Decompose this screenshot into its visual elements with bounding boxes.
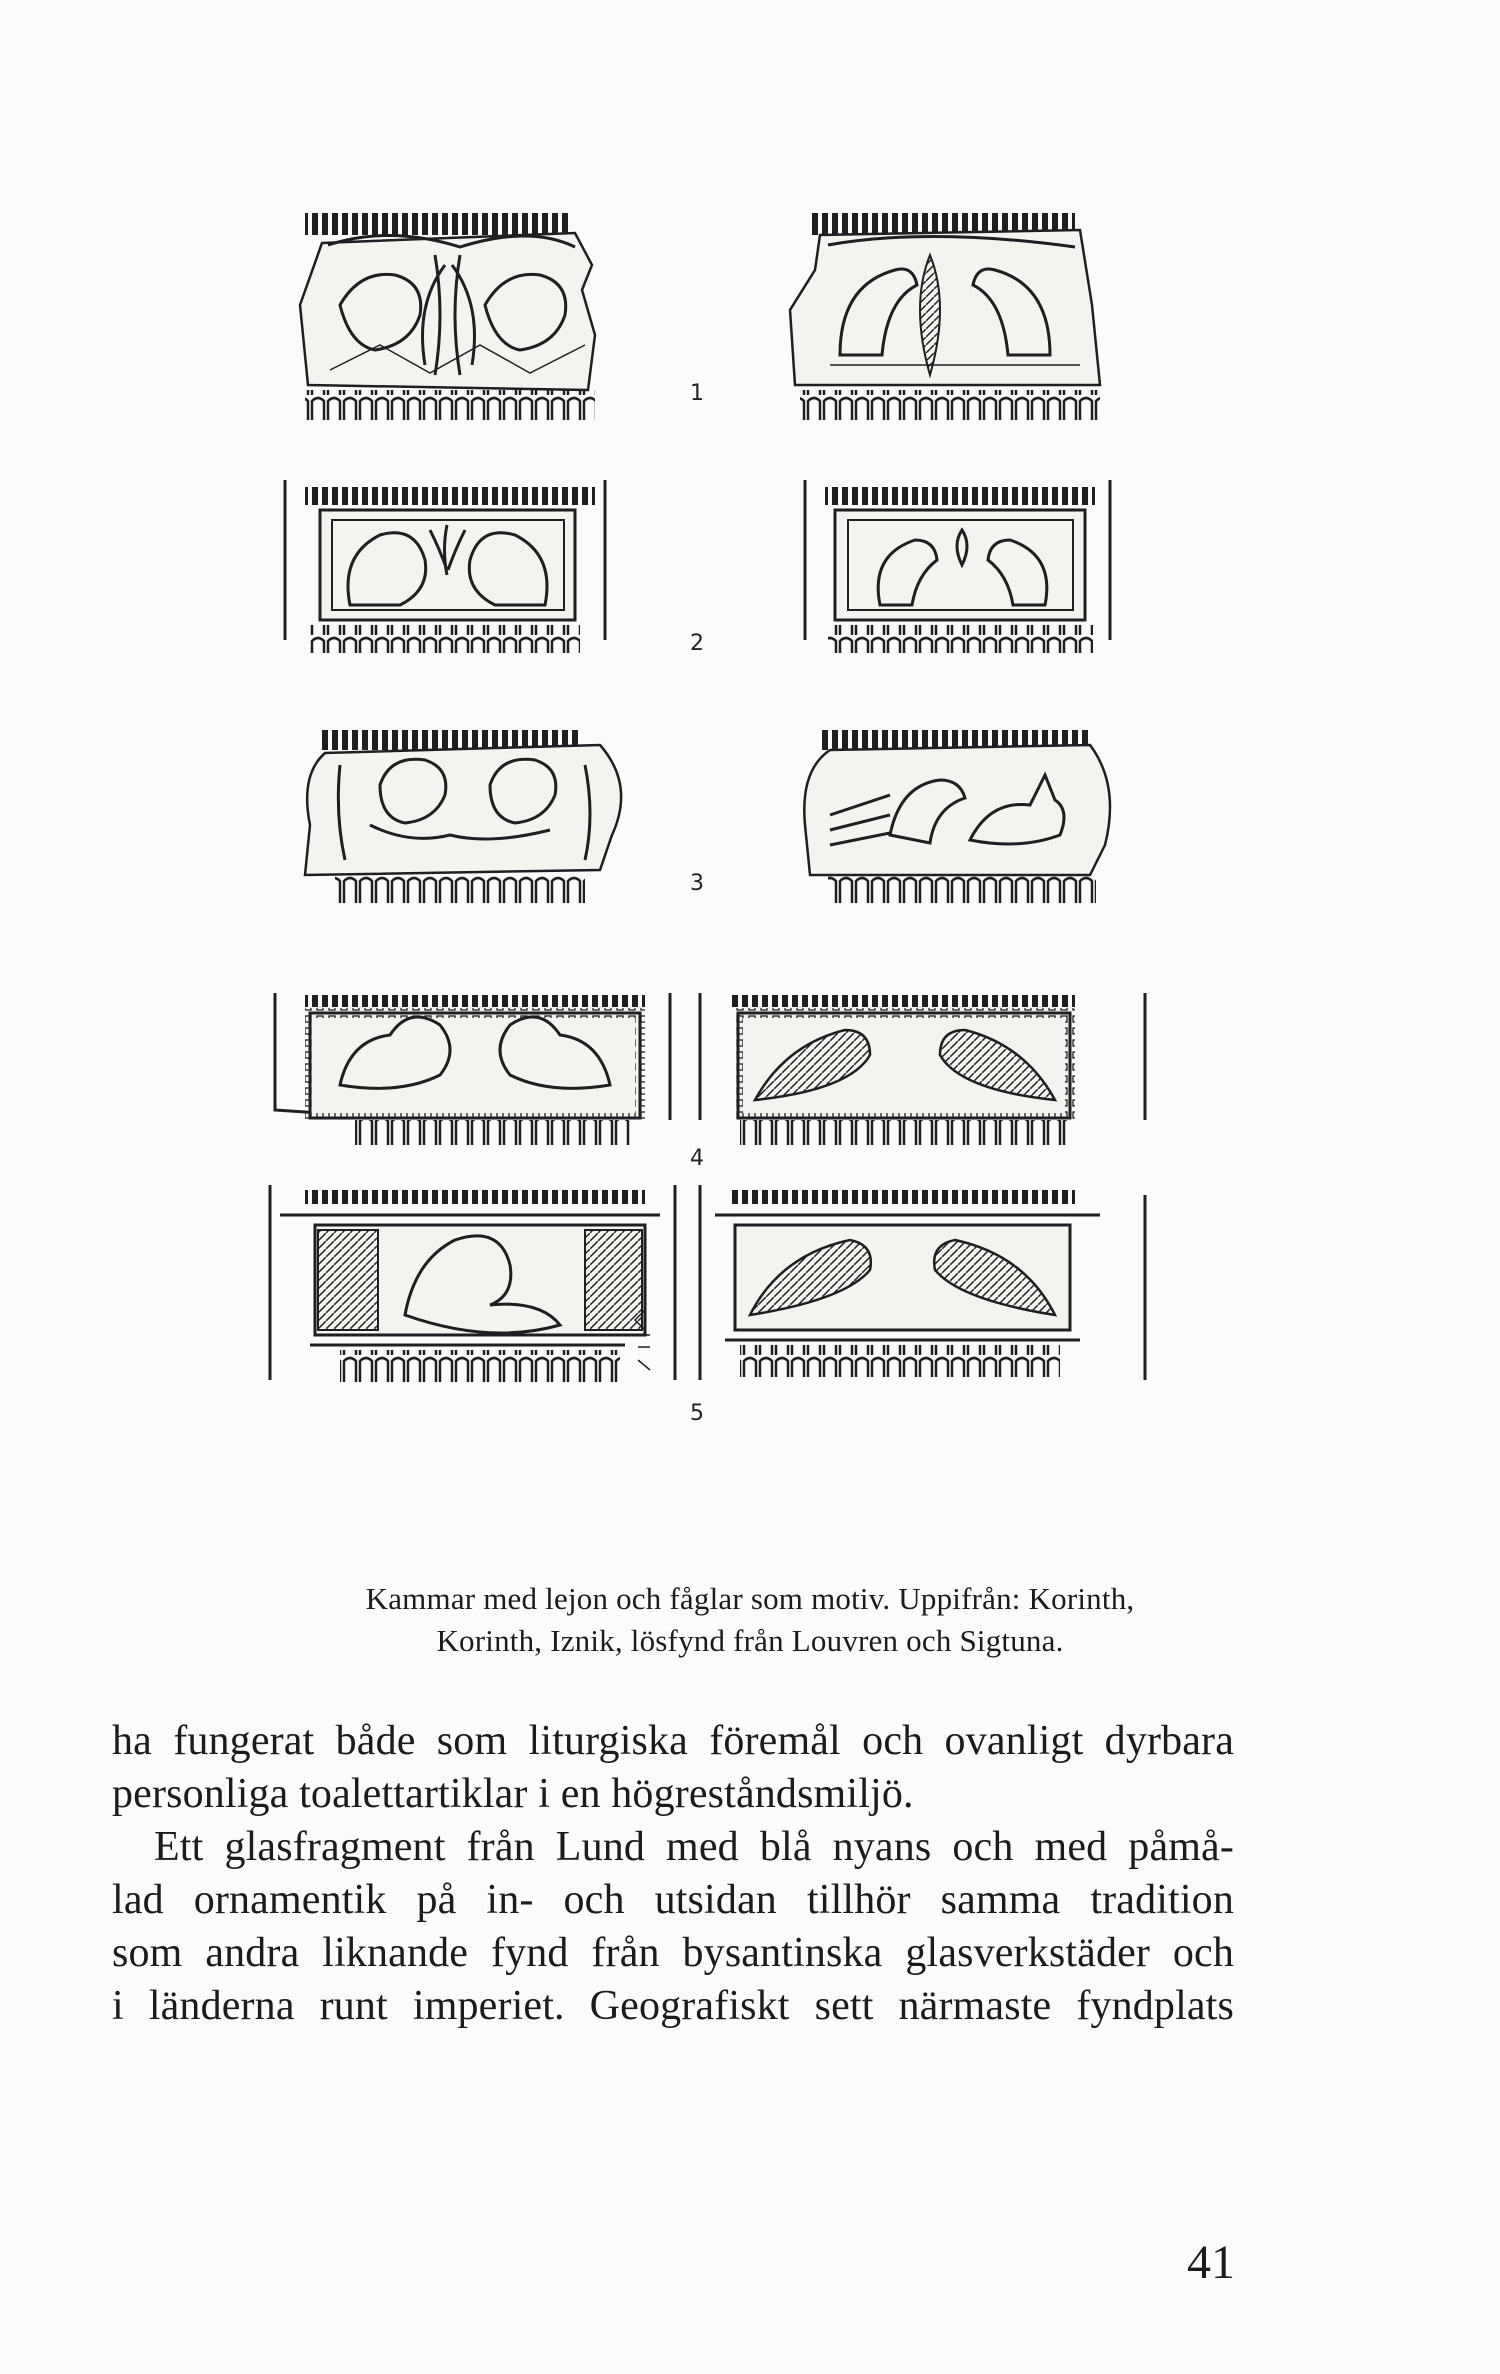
body-line: Ett glasfragment från Lund med blå nyans och med påmå- [154,1824,1234,1870]
body-line: ha fungerat både som liturgiska föremål och ovanligt dyrbara [112,1718,1234,1764]
comb-5-birds [700,1185,1145,1380]
caption-line: Kammar med lejon och fåglar som motiv. Uppifrån: Korinth, [365,1581,1135,1616]
comb-figure [230,185,1230,1555]
body-line: lad ornamentik på in- och utsidan tillhör samma tradition [112,1877,1234,1923]
body-paragraphs [112,1715,1234,2033]
body-line: som andra liknande fynd från bysantinska glasverkstäder och [112,1930,1234,1976]
figure-label-2: 2 [690,631,704,656]
figure-label-1: 1 [690,381,704,406]
comb-2-birds [805,480,1110,653]
comb-5-lion [270,1185,675,1382]
figure-label-5: 5 [690,1401,704,1426]
page-number: 41 [1187,2236,1235,2289]
body-line: i länderna runt imperiet. Geografiskt sett närmaste fyndplats [112,1983,1234,2029]
comb-1-lions [300,213,595,420]
comb-3-lions [305,730,621,903]
body-line: personliga toalettartiklar i en högreståndsmiljö. [112,1771,914,1817]
comb-3-bird-hare [804,730,1110,903]
comb-4-lions [275,993,670,1146]
comb-1-birds [790,213,1100,420]
figure-label-4: 4 [690,1146,704,1171]
comb-2-lions [285,480,605,653]
figure-label-3: 3 [690,871,704,896]
figure-caption [0,1578,1500,1662]
caption-line: Korinth, Iznik, lösfynd från Louvren och Sigtuna. [436,1623,1064,1658]
comb-4-birds [700,993,1145,1146]
comb-illustrations [230,185,1230,1555]
